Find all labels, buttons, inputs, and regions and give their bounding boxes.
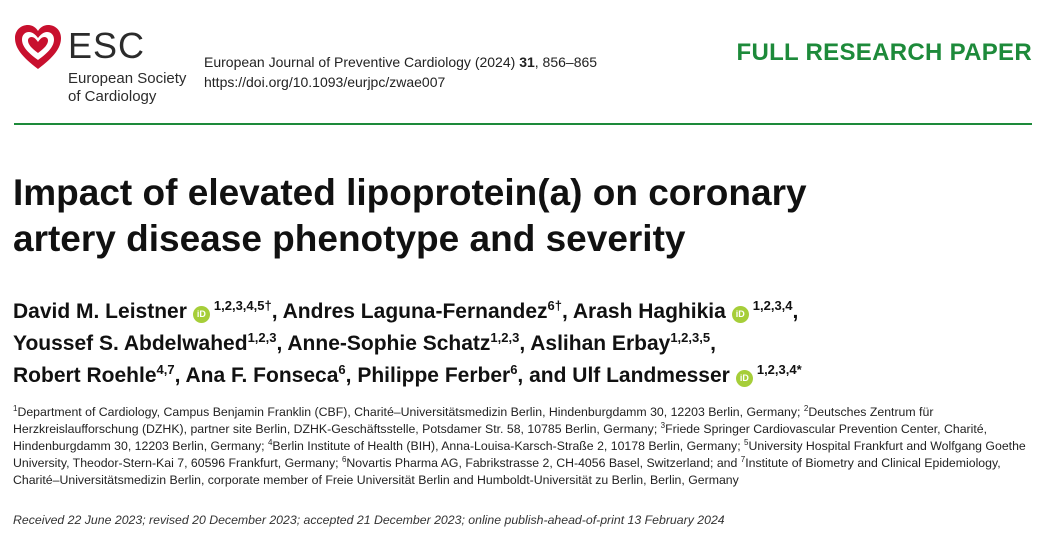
- affiliation-number: 5: [744, 438, 749, 447]
- author-affiliation-sup: 1,2,3,4,5†: [213, 298, 272, 313]
- journal-citation: [204, 52, 597, 92]
- doi-link[interactable]: https://doi.org/10.1093/eurjpc/zwae007: [204, 74, 446, 90]
- affiliation-text: Berlin Institute of Health (BIH), Anna-Louisa-Karsch-Straße 2, 10178 Berlin, Germany;: [272, 439, 745, 453]
- author-name[interactable]: David M. Leistner: [13, 300, 187, 323]
- affiliation-text: Institute of Biometry and Clinical Epidemiology, Charité–Universitätsmedizin Berlin, corporate member of Freie Universität Berlin and Humboldt-Universität zu Berlin, Berlin, Germany: [13, 456, 1001, 487]
- author-name[interactable]: Andres Laguna-Fernandez: [282, 300, 548, 323]
- affiliation-text: Friede Springer Cardiovascular Prevention Center, Charité, Hindenburgdamm 30, 12203 Berlin, Germany;: [13, 422, 988, 453]
- affiliation-text: Novartis Pharma AG, Fabrikstrasse 2, CH-4056 Basel, Switzerland; and: [346, 456, 741, 470]
- affiliation-number: 7: [740, 455, 746, 464]
- author-affiliation-sup: 1,2,3: [490, 330, 520, 345]
- author-name[interactable]: Youssef S. Abdelwahed: [13, 332, 248, 355]
- affiliation-number: 4: [267, 438, 273, 447]
- affiliation-text: University Hospital Frankfurt and Wolfgang Goethe University, Theodor-Stern-Kai 7, 60596 Frankfurt, Germany;: [13, 439, 1026, 470]
- author-affiliation-sup: 1,2,3: [247, 330, 277, 345]
- publication-dates: Received 22 June 2023; revised 20 December 2023; accepted 21 December 2023; online publish-ahead-of-print 13 February 2024: [13, 513, 725, 527]
- affiliation-number: 1: [13, 404, 18, 413]
- author-name[interactable]: Anne-Sophie Schatz: [287, 332, 491, 355]
- affiliation-text: Department of Cardiology, Campus Benjamin Franklin (CBF), Charité–Universitätsmedizin Berlin, Hindenburgdamm 30, 12203 Berlin, Germany;: [17, 405, 804, 419]
- journal-volume: 31: [519, 54, 535, 70]
- author-affiliation-sup: 1,2,3,4: [752, 298, 793, 313]
- author-affiliation-sup: 1,2,3,4*: [756, 362, 802, 377]
- paper-type-label: FULL RESEARCH PAPER: [736, 39, 1032, 66]
- author-affiliation-sup: 6: [510, 362, 518, 377]
- logo-society-name: European Society of Cardiology: [68, 70, 187, 105]
- header-divider: [14, 123, 1032, 125]
- orcid-icon[interactable]: iD: [193, 306, 210, 323]
- logo-wordmark: ESC: [68, 25, 146, 66]
- affiliation-number: 2: [803, 404, 809, 413]
- author-name[interactable]: Robert Roehle: [13, 364, 157, 387]
- author-name[interactable]: Philippe Ferber: [357, 364, 511, 387]
- affiliation-number: 6: [341, 455, 347, 464]
- journal-line: European Journal of Preventive Cardiology (2024) 31, 856–865: [204, 54, 598, 70]
- affiliation-text: Deutsches Zentrum für Herzkreislaufforschung (DZHK), partner site Berlin, DZHK-Geschäftsstelle, Potsdamer Str. 58, 10785 Berlin, Germany;: [13, 405, 934, 436]
- author-name[interactable]: Aslihan Erbay: [530, 332, 671, 355]
- affiliations: [13, 404, 1033, 489]
- journal-name: European Journal of Preventive Cardiology (2024): [204, 54, 516, 70]
- orcid-icon[interactable]: iD: [736, 370, 753, 387]
- affiliation-number: 3: [660, 421, 666, 430]
- orcid-icon[interactable]: iD: [732, 306, 749, 323]
- author-name[interactable]: Ana F. Fonseca: [185, 364, 339, 387]
- author-affiliation-sup: 6: [338, 362, 346, 377]
- author-list: David M. Leistner $iD^{1,2,3,4,5\dagger}$, Andres Laguna-Fernandez$^{6\dagger}$, Arash Haghikia iD$^{1,2,3,4}$, Youssef S. Abdelwahed$^{1,2,3}$, Anne-Sophie Schatz$^{1,2,3}$, Aslihan Erbay$^{1,2,3,5}$, Robert Roehle$^{4,7}$, Ana F. Fonseca$^6$, Philippe Ferber$^6$, and Ulf Landmesser $iD^{1,2,3,4*}$: [13, 298, 802, 387]
- journal-pages: 856–865: [542, 54, 598, 70]
- esc-logo: [12, 22, 202, 112]
- author-affiliation-sup: 1,2,3,5: [670, 330, 711, 345]
- article-title: Impact of elevated lipoprotein(a) on coronary artery disease phenotype and severity: [13, 172, 807, 259]
- author-affiliation-sup: 6†: [547, 298, 562, 313]
- author-name[interactable]: Arash Haghikia: [572, 300, 726, 323]
- esc-heart-icon: [12, 22, 64, 74]
- author-affiliation-sup: 4,7: [156, 362, 175, 377]
- author-name[interactable]: Ulf Landmesser: [572, 364, 730, 387]
